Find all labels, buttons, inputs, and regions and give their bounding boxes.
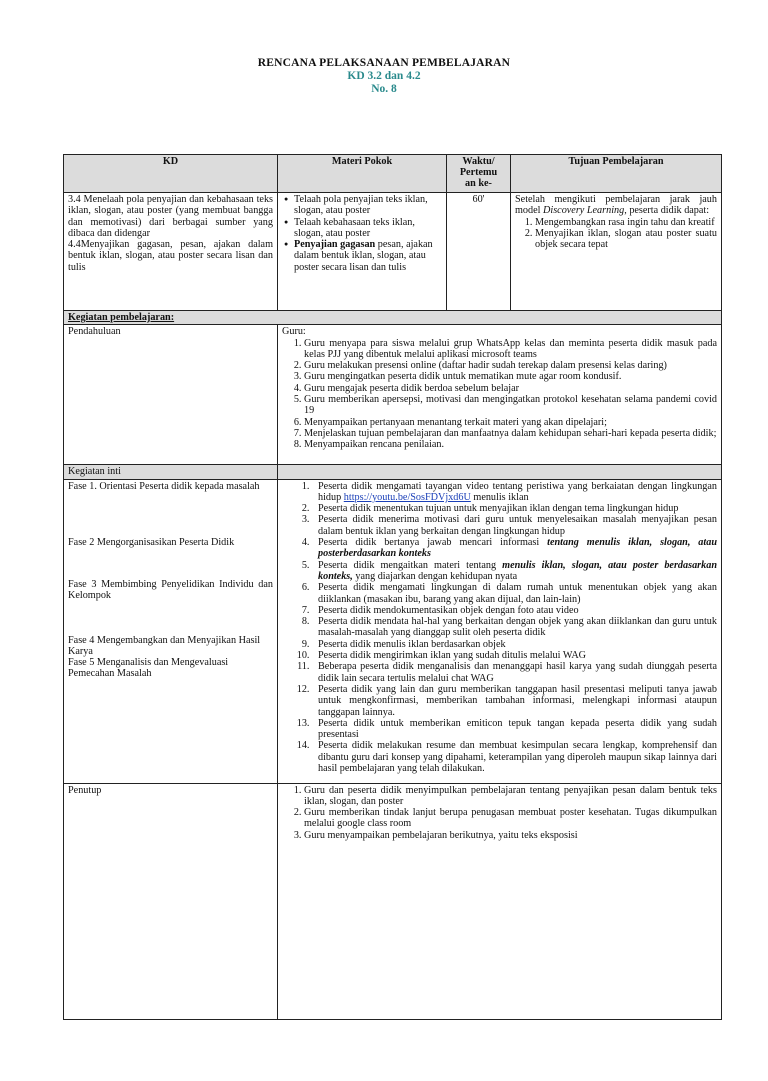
list-item: 5. Guru memberikan apersepsi, motivasi dan mengingatkan protokol kesehatan selama pandemi covid 19 [304,394,717,417]
inti-row [64,479,722,783]
list-item: 3. Guru mengingatkan peserta didik untuk mematikan mute agar room kondusif. [304,371,717,382]
kd-item: 3.4 Menelaah pola penyajian dan kebahasaan teks iklan, slogan, atau poster (yang membuat bangga dan memotivasi) dari berbagai sumber yang dibaca dan didengar [68,194,273,239]
pendahuluan-cell [278,325,722,465]
inti-label-filler [278,465,722,479]
materi-item: ● Telaah pola penyajian teks iklan, slogan, atau poster [294,194,442,217]
phase-5: Fase 5 Menganalisis dan Mengevaluasi Pemecahan Masalah [68,657,229,680]
waktu-header-line3: an ke- [465,178,492,189]
penutup-label: Penutup [64,783,278,1019]
list-item: 14. Peserta didik melakukan resume dan membuat kesimpulan secara lengkap, komprehensif dan dibantu guru dari konsep yang dipahami, keterampilan yang diperoleh maupun sikap lainnya dari hasil pembelajaran yang telah dilakukan. [312,740,717,774]
list-item: 1. Guru menyapa para siswa melalui grup WhatsApp kelas dan meminta peserta didik masuk pada kelas PJJ yang dibentuk melalui aplikasi microsoft teams [304,338,717,361]
video-link[interactable]: https://youtu.be/SosFDVjxd6U [343,491,471,503]
list-item: 8. Menyampaikan rencana penilaian. [304,439,717,450]
tujuan-list [515,217,717,251]
materi-cell [278,193,447,311]
kd-header: KD [64,155,278,193]
materi-item: ● Penyajian gagasan pesan, ajakan dalam bentuk iklan, slogan, atau poster secara lisan dan tulis [294,239,442,273]
penutup-row [64,783,722,1019]
rpp-table [63,154,722,1020]
tujuan-item: 1. Mengembangkan rasa ingin tahu dan kreatif [535,217,717,228]
guru-label: Guru: [282,326,306,338]
list-item: 7. Peserta didik mendokumentasikan objek dengan foto atau video [312,605,717,616]
list-item: 6. Peserta didik mengamati lingkungan di dalam rumah untuk menentukan objek yang akan diiklankan (masakan ibu, barang yang akan dijual, dan lain-lain) [312,582,717,605]
list-item: 13. Peserta didik untuk memberikan emiticon tepuk tangan kepada peserta didik yang sudah presentasi [312,718,717,741]
tujuan-intro: Setelah mengikuti pembelajaran jarak jauh model Discovery Learning, peserta didik dapat: [515,194,717,217]
list-item: 3. Guru menyampaikan pembelajaran berikutnya, yaitu teks eksposisi [304,830,717,841]
waktu-header-line1: Waktu/ [462,156,495,167]
kd-item: 4.4Menyajikan gagasan, pesan, ajakan dalam bentuk iklan, slogan, atau poster secara lisan dan tulis [68,239,273,273]
list-item: 4. Guru mengajak peserta didik berdoa sebelum belajar [304,383,717,394]
phase-1: Fase 1. Orientasi Peserta didik kepada masalah [68,480,260,492]
tujuan-item: 2. Menyajikan iklan, slogan atau poster suatu objek secara tepat [535,228,717,251]
list-item: 1. Peserta didik mengamati tayangan video tentang peristiwa yang berkaiatan dengan lingkungan hidup https://youtu.be/SosFDVjxd6U menulis iklan [312,481,717,504]
materi-header: Materi Pokok [278,155,447,193]
materi-list [282,194,442,273]
phases-cell [64,479,278,783]
tujuan-header: Tujuan Pembelajaran [511,155,722,193]
kegiatan-label: Kegiatan pembelajaran: [64,311,722,325]
list-item: 3. Peserta didik menerima motivasi dari guru untuk menyelesaikan masalah menyajikan pesan dalam bentuk iklan yang berkaitan dengan lingkungan hidup [312,514,717,537]
waktu-header-line2: Pertemu [459,167,498,178]
phase-2: Fase 2 Mengorganisasikan Peserta Didik [68,536,235,548]
list-item: 2. Guru melakukan presensi online (daftar hadir sudah terekap dalam presensi kelas daring) [304,360,717,371]
list-item: 2. Peserta didik menentukan tujuan untuk menyajikan iklan dengan tema lingkungan hidup [312,503,717,514]
kd-subtitle: KD 3.2 dan 4.2 [347,70,421,82]
document-title: RENCANA PELAKSANAAN PEMBELAJARAN [257,57,511,69]
phase-4: Fase 4 Mengembangkan dan Menyajikan Hasil Karya [68,634,261,657]
list-item: 12. Peserta didik yang lain dan guru memberikan tanggapan hasil presentasi meliputi tanya jawab untuk mengkonfirmasi, memberikan tambahan informasi, melengkapi informasi ataupun tanggapan lainnya. [312,684,717,718]
number-subtitle: No. 8 [371,83,397,95]
inti-cell [278,479,722,783]
table-header-row [64,155,722,193]
pendahuluan-row [64,325,722,465]
pendahuluan-label: Pendahuluan [64,325,278,465]
pendahuluan-list [282,338,717,451]
list-item: 5. Peserta didik mengaitkan materi tentang menulis iklan, slogan, atau poster berdasarkan konteks, yang diajarkan dengan kehidupan nyata [312,560,717,583]
document-header [0,57,768,96]
tujuan-cell [511,193,722,311]
list-item: 10. Peserta didik mengirimkan iklan yang sudah ditulis melalui WAG [312,650,717,661]
inti-label-row [64,465,722,479]
list-item: 2. Guru memberikan tindak lanjut berupa penugasan membuat poster kesehatan. Tugas dikumpulkan melalui google class room [304,807,717,830]
list-item: 9. Peserta didik menulis iklan berdasarkan objek [312,639,717,650]
phase-3: Fase 3 Membimbing Penyelidikan Individu dan Kelompok [68,578,273,601]
list-item: 1. Guru dan peserta didik menyimpulkan pembelajaran tentang penyajikan pesan dalam bentuk teks iklan, slogan, dan poster [304,785,717,808]
list-item: 4. Peserta didik bertanya jawab mencari informasi tentang menulis iklan, slogan, atau posterberdasarkan konteks [312,537,717,560]
list-item: 8. Peserta didik mendata hal-hal yang berkaitan dengan objek yang akan diiklankan dan guru untuk masalah-masalah yang dianggap sulit oleh peserta didik [312,616,717,639]
list-item: 11. Beberapa peserta didik menganalisis dan menanggapi hasil karya yang sudah diunggah peserta didik lain secara tertulis melalui chat WAG [312,661,717,684]
penutup-list [282,785,717,841]
list-item: 7. Menjelaskan tujuan pembelajaran dan manfaatnya dalam kehidupan sehari-hari kepada peserta didik; [304,428,717,439]
list-item: 6. Menyampaikan pertanyaan menantang terkait materi yang akan dipelajari; [304,417,717,428]
materi-item: ● Telaah kebahasaan teks iklan, slogan, atau poster [294,217,442,240]
inti-list [282,481,717,775]
penutup-cell [278,783,722,1019]
kegiatan-row [64,311,722,325]
kd-cell [64,193,278,311]
inti-label: Kegiatan inti [64,465,278,479]
kd-row [64,193,722,311]
waktu-header [447,155,511,193]
waktu-cell: 60' [447,193,511,311]
